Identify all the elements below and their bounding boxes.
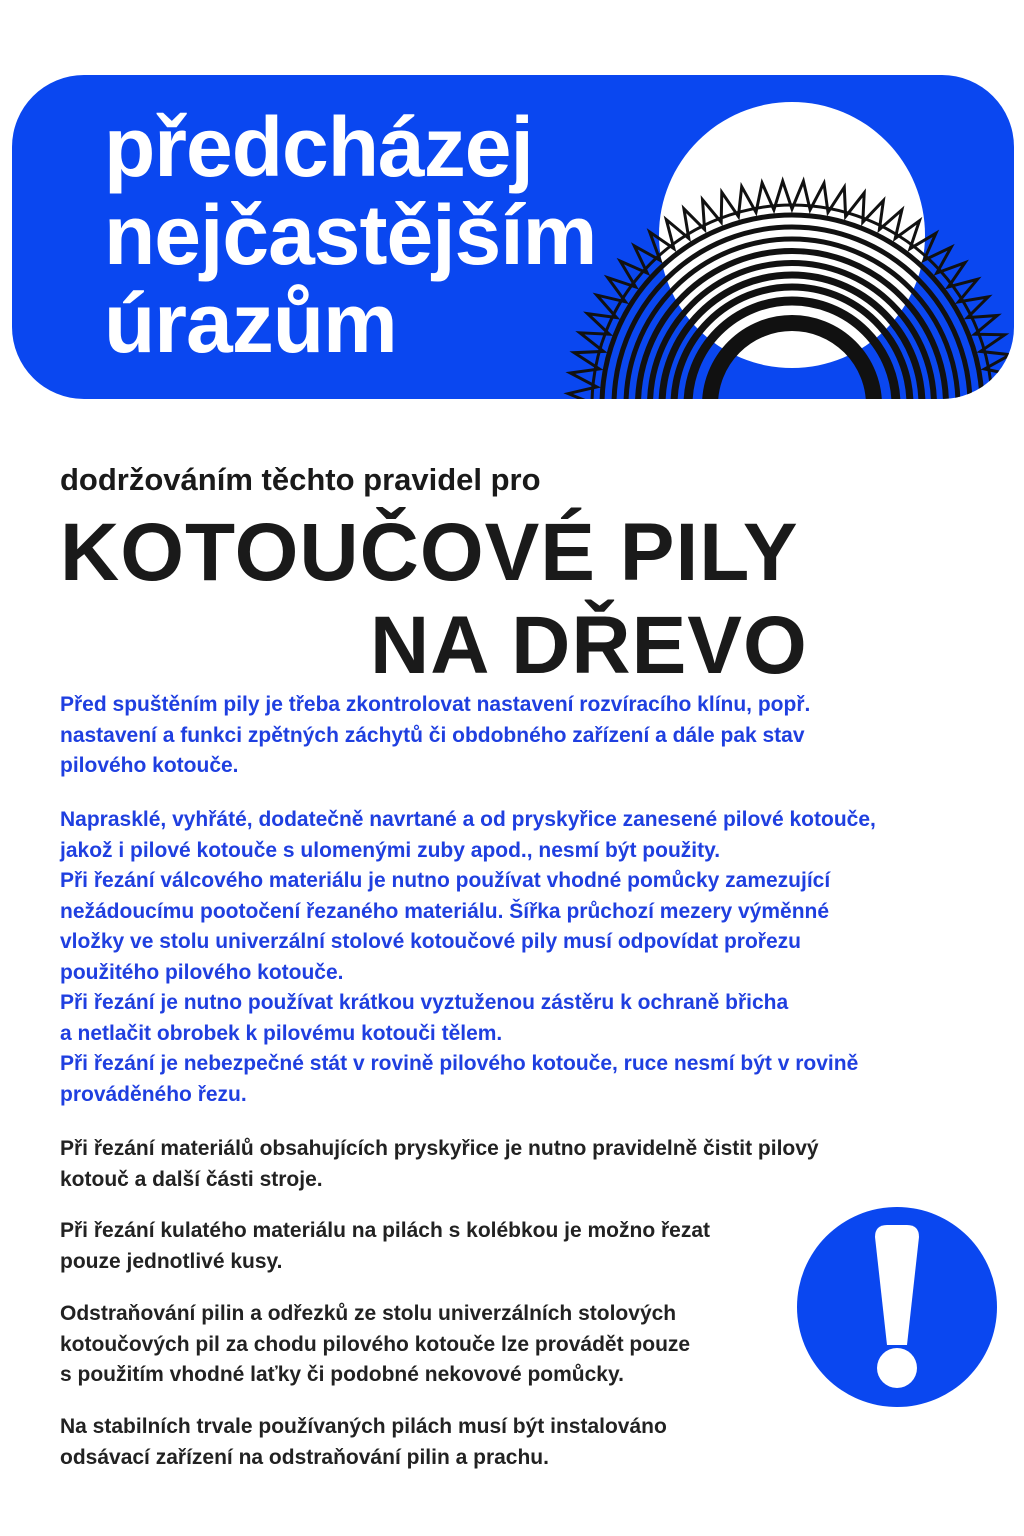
rule-line: Naprasklé, vyhřáté, dodatečně navrtané a od pryskyřice zanesené pilové kotouče, [60, 808, 876, 831]
rule-line: pouze jednotlivé kusy. [60, 1249, 283, 1273]
rule-line: nežádoucímu pootočení řezaného materiálu. Šířka průchozí mezery výměnné [60, 899, 830, 923]
rule-paragraph-1 [60, 690, 980, 782]
rule-line: Při řezání materiálů obsahujících pryskyřice je nutno pravidelně čistit pilový [60, 1137, 819, 1160]
rule-paragraph-6 [60, 1412, 980, 1473]
subtitle: dodržováním těchto pravidel pro [60, 462, 541, 497]
rule-paragraph-3 [60, 1134, 980, 1195]
rule-paragraph-5 [60, 1299, 800, 1391]
rule-line: vložky ve stolu univerzální stolové kotoučové pily musí odpovídat prořezu [60, 930, 801, 953]
banner-title [104, 100, 597, 370]
rule-line: Na stabilních trvale používaných pilách musí být instalováno [60, 1415, 667, 1438]
rule-line: Odstraňování pilin a odřezků ze stolu univerzálních stolových [60, 1302, 677, 1325]
headline-line-2: NA DŘEVO [370, 600, 808, 691]
circular-saw-blade-icon [552, 75, 1014, 399]
rule-line: použitého pilového kotouče. [60, 960, 344, 984]
rule-line: Při řezání je nutno používat krátkou vyztuženou zástěru k ochraně břicha [60, 991, 789, 1014]
rule-paragraph-2 [60, 805, 980, 1110]
exclamation-mandatory-sign-icon [797, 1207, 997, 1407]
rule-line: s použitím vhodné laťky či podobné nekovové pomůcky. [60, 1363, 624, 1386]
rule-line: Při řezání kulatého materiálu na pilách s kolébkou je možno řezat [60, 1219, 711, 1242]
rule-line: prováděného řezu. [60, 1082, 247, 1106]
rule-line: a netlačit obrobek k pilovému kotouči tělem. [60, 1021, 503, 1045]
headline-line-1: KOTOUČOVÉ PILY [60, 507, 799, 598]
rule-line: pilového kotouče. [60, 754, 239, 777]
rule-line: Při řezání je nebezpečné stát v rovině pilového kotouče, ruce nesmí být v rovině [60, 1052, 859, 1075]
rule-line: nastavení a funkci zpětných záchytů či obdobného zařízení a dále pak stav [60, 723, 805, 747]
header-banner [12, 75, 1014, 399]
banner-title-line: úrazům [104, 276, 397, 370]
rule-paragraph-4 [60, 1216, 800, 1277]
banner-title-line: nejčastějším [104, 188, 597, 282]
rule-line: kotoučových pil za chodu pilového kotouče lze provádět pouze [60, 1332, 691, 1356]
rule-line: Při řezání válcového materiálu je nutno používat vhodné pomůcky zamezující [60, 869, 831, 892]
rule-line: Před spuštěním pily je třeba zkontrolovat nastavení rozvíracího klínu, popř. [60, 693, 811, 716]
rule-line: jakož i pilové kotouče s ulomenými zuby apod., nesmí být použity. [60, 838, 721, 862]
rule-line: kotouč a další části stroje. [60, 1167, 323, 1191]
banner-title-line: předcházej [104, 100, 533, 194]
rule-line: odsávací zařízení na odstraňování pilin a prachu. [60, 1445, 549, 1469]
